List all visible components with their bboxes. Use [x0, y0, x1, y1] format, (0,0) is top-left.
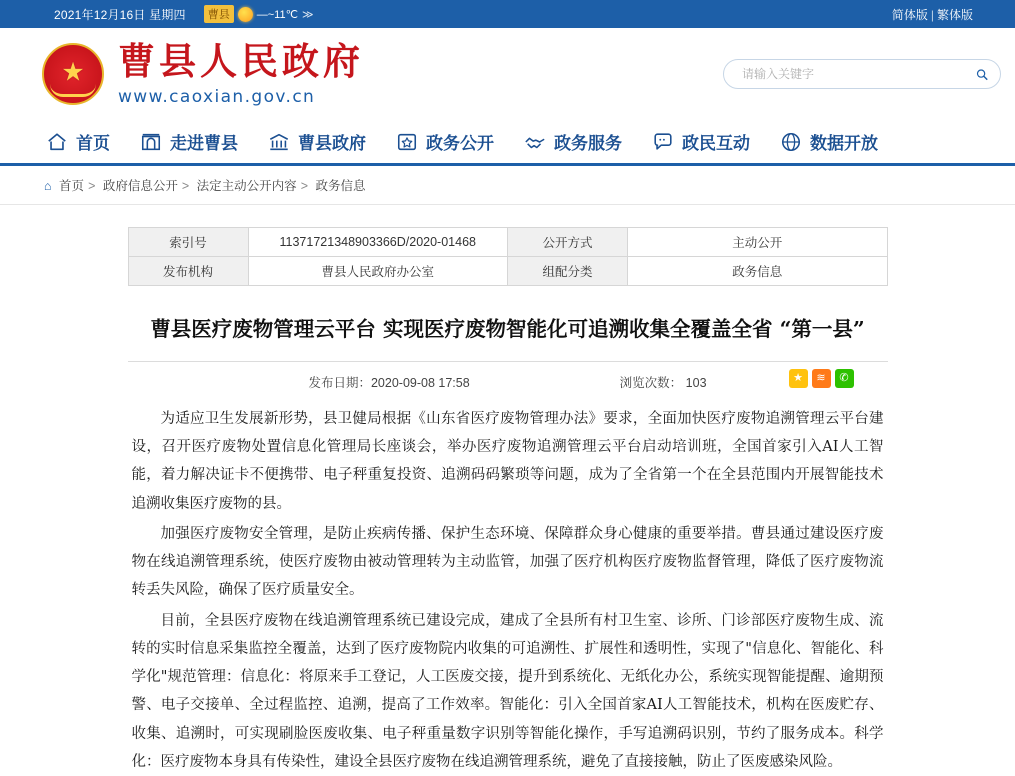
- nav-label: 数据开放: [810, 134, 878, 154]
- meta-label-disclosure-method: 公开方式: [508, 228, 628, 257]
- chat-icon: [652, 131, 674, 153]
- publish-date-value: 2020-09-08 17:58: [370, 375, 470, 390]
- search-icon: [976, 66, 988, 83]
- site-title: [118, 38, 364, 108]
- document-metadata-table: [128, 227, 888, 286]
- star-box-icon: [396, 131, 418, 153]
- current-date: 2021年12月16日 星期四: [54, 7, 186, 22]
- nav-label: 首页: [76, 134, 110, 154]
- article-container: [128, 227, 888, 776]
- city-gate-icon: [140, 131, 162, 153]
- meta-label-category: 组配分类: [508, 257, 628, 286]
- wechat-share-icon[interactable]: ✆: [835, 369, 854, 388]
- nav-item-disclosure[interactable]: [396, 129, 494, 154]
- view-count-label: 浏览次数：: [619, 375, 683, 390]
- language-switch: [892, 6, 973, 23]
- weather-widget[interactable]: [204, 5, 314, 23]
- nav-label: 曹县政府: [298, 134, 366, 154]
- rss-share-icon[interactable]: ≋: [812, 369, 831, 388]
- weather-city: 曹县: [204, 5, 234, 23]
- article-body: [128, 401, 888, 776]
- table-row: [128, 228, 887, 257]
- site-title-en: www.caoxian.gov.cn: [118, 87, 316, 108]
- globe-icon: [780, 131, 802, 153]
- breadcrumb-separator: >: [300, 179, 308, 193]
- breadcrumb-item-0[interactable]: 首页: [59, 179, 85, 193]
- breadcrumb-item-3[interactable]: 政务信息: [315, 179, 366, 193]
- home-icon: ⌂: [44, 179, 52, 193]
- language-separator: |: [930, 7, 934, 22]
- view-count-value: 103: [685, 375, 707, 390]
- meta-value-disclosure-method: 主动公开: [628, 228, 888, 257]
- search-input[interactable]: [740, 66, 970, 82]
- search-button[interactable]: [970, 62, 994, 86]
- nav-item-open-data[interactable]: [780, 129, 878, 154]
- nav-label: 政民互动: [682, 134, 750, 154]
- page-title: 曹县医疗废物管理云平台 实现医疗废物智能化可追溯收集全覆盖全省 “第一县”: [150, 317, 865, 341]
- article-paragraph: 加强医疗废物安全管理，是防止疾病传播、保护生态环境、保障群众身心健康的重要举措。曹县通过建设医疗废物在线追溯管理系统，使医疗废物由被动管理转为主动监管，加强了医疗机构医疗废物监督管理，降低了医疗废物流转丢失风险，确保了医疗质量安全。: [131, 525, 884, 599]
- handshake-icon: [524, 131, 546, 153]
- meta-value-category: 政务信息: [628, 257, 888, 286]
- publish-date: [308, 373, 469, 391]
- nav-item-interaction[interactable]: [652, 129, 750, 154]
- breadcrumb-separator: >: [181, 179, 190, 193]
- nav-label: 政务公开: [426, 134, 494, 154]
- nav-item-about[interactable]: [140, 129, 238, 154]
- article-paragraph: 为适应卫生发展新形势，县卫健局根据《山东省医疗废物管理办法》要求，全面加快医疗废物追溯管理云平台建设，召开医疗废物处置信息化管理局长座谈会，举办医疗废物追溯管理云平台启动培训班，全国首家引入AI人工智能，着力解决证卡不便携带、电子秤重复投资、追溯码码繁琐等问题，成为了全省第一个在全县范围内开展智能技术追溯收集医疗废物的县。: [131, 410, 884, 512]
- share-buttons: [789, 369, 854, 388]
- favorite-share-icon[interactable]: ★: [789, 369, 808, 388]
- table-row: [128, 257, 887, 286]
- main-navigation: [0, 120, 1015, 166]
- simplified-chinese-link[interactable]: 简体版: [891, 7, 928, 22]
- nav-item-home[interactable]: [46, 129, 110, 154]
- breadcrumb: [0, 166, 1015, 205]
- breadcrumb-item-1[interactable]: 政府信息公开: [102, 179, 178, 193]
- nav-label: 政务服务: [554, 134, 622, 154]
- meta-value-publisher: 曹县人民政府办公室: [248, 257, 508, 286]
- top-utility-bar: [0, 0, 1015, 28]
- site-header: [0, 28, 1015, 120]
- site-title-cn: 曹县人民政府: [118, 38, 364, 83]
- weather-more-icon[interactable]: ≫: [301, 8, 314, 21]
- meta-value-index: 11371721348903366D/2020-01468: [248, 228, 508, 257]
- traditional-chinese-link[interactable]: 繁体版: [936, 7, 973, 22]
- bank-icon: [268, 131, 290, 153]
- breadcrumb-separator: >: [88, 179, 96, 193]
- home-icon: [46, 131, 68, 153]
- article-submeta: [128, 362, 888, 401]
- national-emblem-icon: [42, 43, 104, 105]
- publish-date-label: 发布日期：: [308, 375, 371, 390]
- sun-icon: [238, 7, 253, 22]
- search-box[interactable]: [723, 59, 1001, 89]
- weather-temperature: —~11℃: [256, 8, 298, 21]
- nav-item-services[interactable]: [524, 129, 622, 154]
- breadcrumb-item-2[interactable]: 法定主动公开内容: [196, 179, 297, 193]
- nav-item-government[interactable]: [268, 129, 366, 154]
- meta-label-index: 索引号: [128, 228, 248, 257]
- nav-label: 走进曹县: [170, 134, 238, 154]
- meta-label-publisher: 发布机构: [128, 257, 248, 286]
- view-count: [620, 373, 707, 391]
- article-paragraph: 目前，全县医疗废物在线追溯管理系统已建设完成，建成了全县所有村卫生室、诊所、门诊部医疗废物生成、流转的实时信息采集监控全覆盖，达到了医疗废物院内收集的可追溯性、扩展性和透明性，实现了"信息化、智能化、科学化"规范管理：信息化：将原来手工登记，人工医废交接，提升到系统化、无纸化办公，系统实现智能提醒、逾期预警、电子交接单、全过程监控、追溯，提高了工作效率。智能化：引入全国首家AI人工智能技术，机构在医废贮存、收集、追溯时，可实现刷脸医废收集、电子秤重量数字识别等智能化操作，手写追溯码识别，节约了服务成本。科学化：医疗废物本身具有传染性，建设全县医疗废物在线追溯管理系统，避免了直接接触，防止了医废感染风险。: [131, 612, 884, 770]
